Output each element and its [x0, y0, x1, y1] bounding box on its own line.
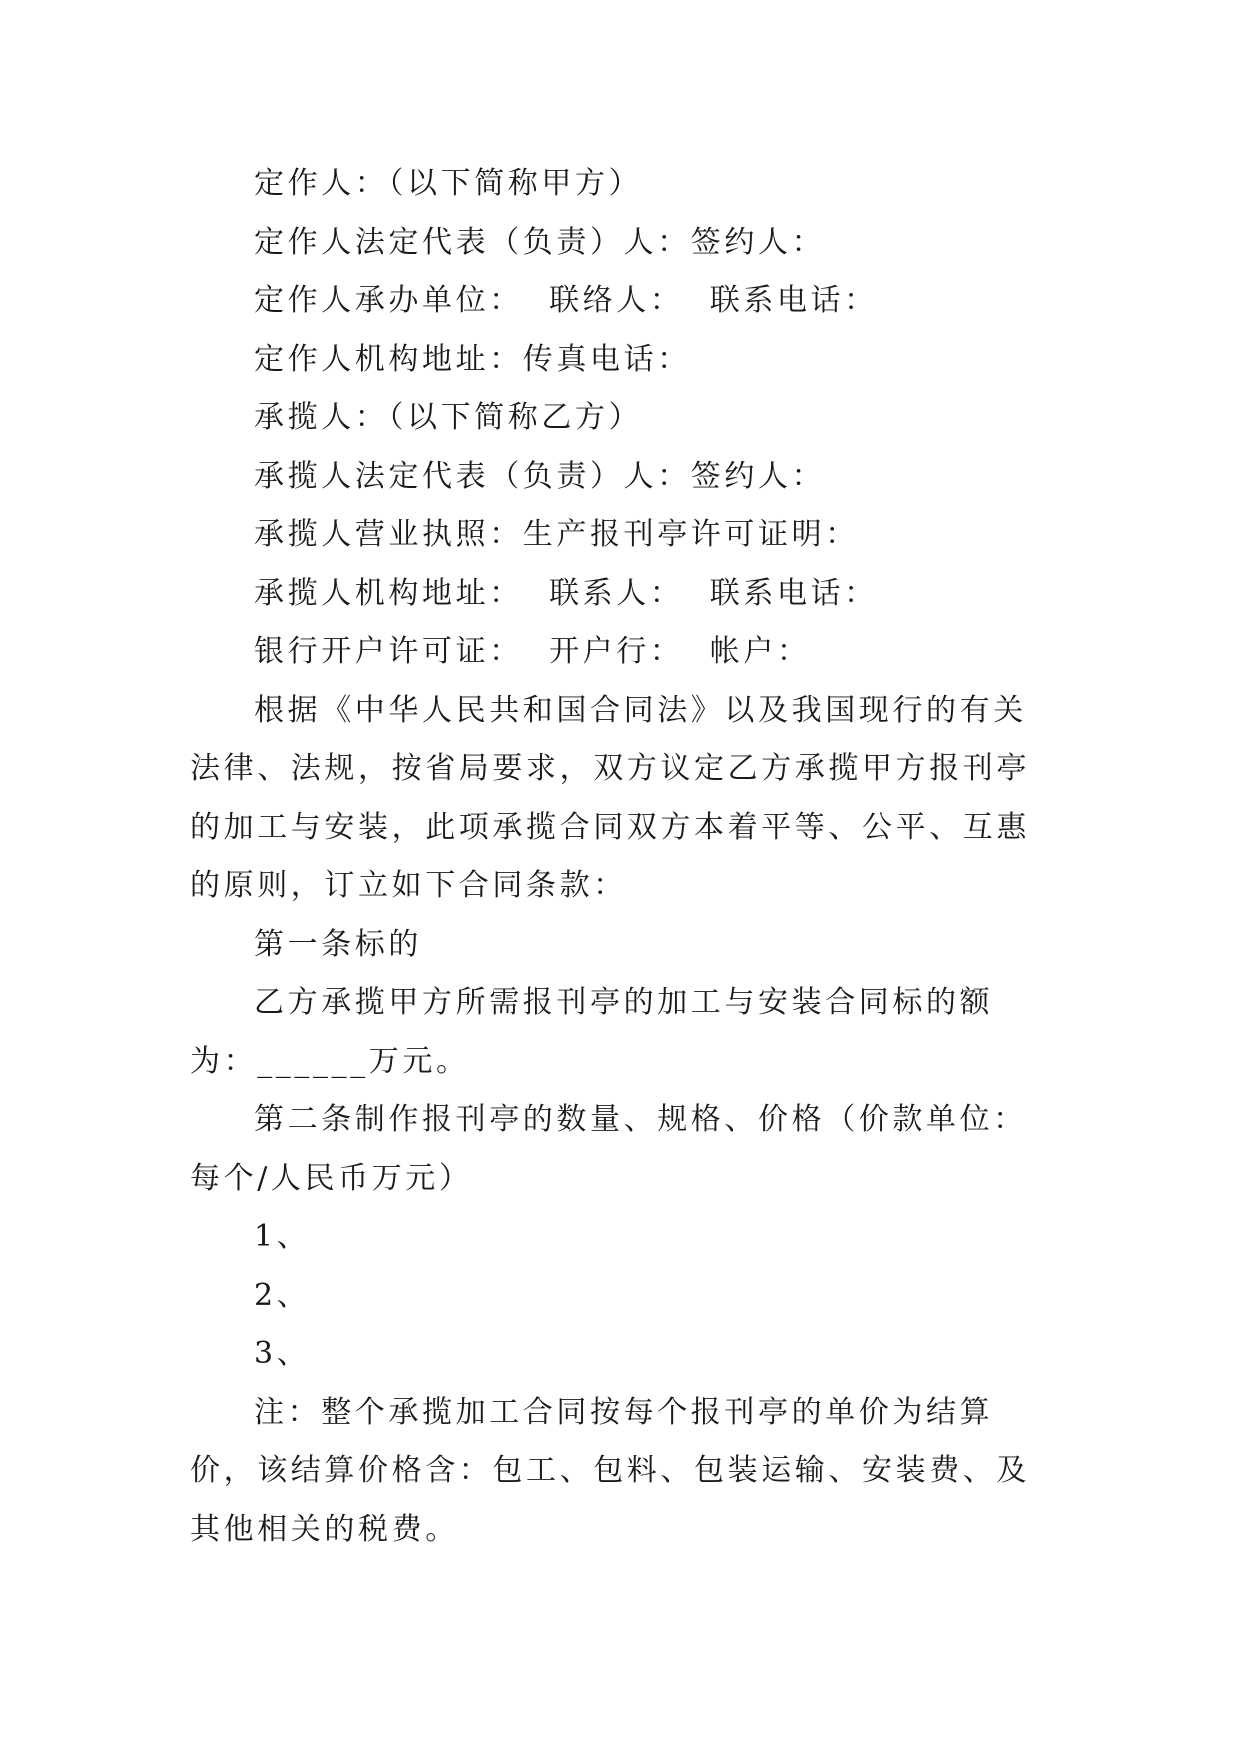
article-1-body: 乙方承揽甲方所需报刊亭的加工与安装合同标的额为：______万元。 — [190, 985, 994, 1079]
preamble-paragraph: 根据《中华人民共和国合同法》以及我国现行的有关法律、法规，按省局要求，双方议定乙方承揽甲方报刊亭的加工与安装，此项承揽合同双方本着平等、公平、互惠的原则，订立如下合同条款： — [190, 692, 1030, 903]
article-1-heading: 第一条标的 — [254, 926, 422, 962]
list-item-2: 2、 — [254, 1277, 311, 1313]
party-b-line: 承揽人：（以下简称乙方） — [254, 400, 643, 435]
party-a-representative-line: 定作人法定代表（负责）人：签约人： — [254, 224, 826, 260]
bank-account-line: 银行开户许可证： 开户行： 帐户： — [254, 634, 811, 669]
party-b-representative-line: 承揽人法定代表（负责）人：签约人： — [254, 458, 826, 494]
party-b-license-line: 承揽人营业执照：生产报刊亭许可证明： — [254, 517, 859, 552]
list-item-1: 1、 — [254, 1219, 311, 1254]
party-b-address-line: 承揽人机构地址： 联系人： 联系电话： — [254, 575, 878, 611]
party-a-line: 定作人：（以下简称甲方） — [254, 166, 643, 201]
party-a-address-line: 定作人机构地址：传真电话： — [254, 341, 691, 377]
list-item-3: 3、 — [254, 1336, 311, 1371]
document-body — [190, 155, 1060, 1559]
article-2-heading: 第二条制作报刊亭的数量、规格、价格（价款单位：每个/人民币万元） — [190, 1102, 1027, 1196]
party-a-unit-line: 定作人承办单位： 联络人： 联系电话： — [254, 283, 878, 318]
pricing-note: 注：整个承揽加工合同按每个报刊亭的单价为结算价，该结算价格含：包工、包料、包装运输、安装费、及其他相关的税费。 — [190, 1394, 1030, 1547]
